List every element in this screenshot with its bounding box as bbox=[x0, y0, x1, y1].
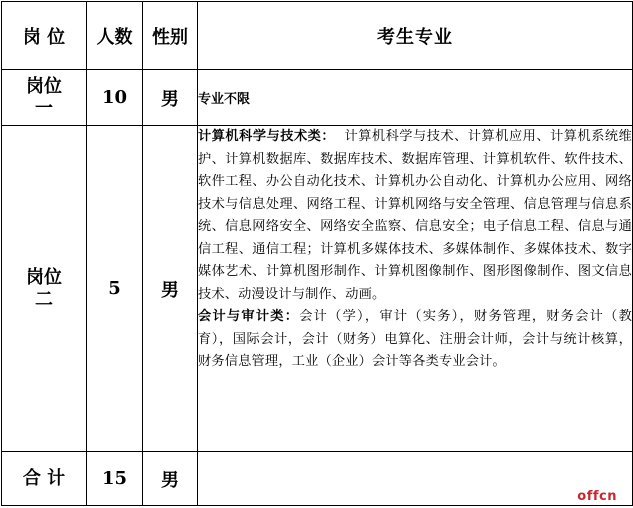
category-title-computer: 计算机科学与技术类： bbox=[198, 129, 336, 144]
header-gender: 性别 bbox=[143, 2, 198, 70]
header-post: 岗 位 bbox=[2, 2, 87, 70]
post-2-cell bbox=[2, 126, 87, 452]
category-text-accounting: 会计（学），审计（实务），财务管理，财务会计（教育），国际会计，会计（财务）电算化、注册会计师，会计与统计核算，财务信息管理，工业（企业）会计等各类专业会计。 bbox=[198, 309, 632, 369]
post-2-gender: 男 bbox=[143, 126, 198, 452]
category-title-accounting: 会计与审计类： bbox=[198, 309, 300, 324]
total-major bbox=[198, 452, 633, 506]
post-1-cell bbox=[2, 70, 87, 126]
post-2-label: 岗位 bbox=[26, 266, 62, 288]
table-row-post-1 bbox=[2, 70, 633, 126]
post-1-number: 一 bbox=[35, 97, 53, 119]
major-category-accounting bbox=[198, 306, 632, 374]
post-1-major: 专业不限 bbox=[198, 70, 633, 126]
post-2-major bbox=[198, 126, 633, 452]
table-row-total bbox=[2, 452, 633, 506]
total-gender: 男 bbox=[143, 452, 198, 506]
major-category-computer bbox=[198, 126, 632, 306]
total-label: 合 计 bbox=[2, 452, 87, 506]
header-row bbox=[2, 2, 633, 70]
post-1-gender: 男 bbox=[143, 70, 198, 126]
category-text-computer: 计算机科学与技术、计算机应用、计算机系统维护、计算机数据库、数据库技术、数据库管理、计算机软件、软件技术、软件工程、办公自动化技术、计算机办公自动化、计算机办公应用、网络技术与信息处理、网络工程、计算机网络与安全管理、信息管理与信息系统、信息网络安全、网络安全监察、信息安全；电子信息工程、信息与通信工程、通信工程；计算机多媒体技术、多媒体制作、多媒体技术、数字媒体艺术、计算机图形制作、计算机图像制作、图形图像制作、图文信息技术、动漫设计与制作、动画。 bbox=[198, 129, 632, 302]
total-count: 15 bbox=[87, 452, 143, 506]
header-count: 人数 bbox=[87, 2, 143, 70]
positions-table bbox=[1, 1, 633, 506]
post-1-count: 10 bbox=[87, 70, 143, 126]
post-2-number: 二 bbox=[35, 288, 53, 310]
header-major: 考生专业 bbox=[198, 2, 633, 70]
offcn-watermark: offcn bbox=[577, 489, 617, 504]
post-2-count: 5 bbox=[87, 126, 143, 452]
post-1-label: 岗位 bbox=[26, 75, 62, 97]
table-row-post-2 bbox=[2, 126, 633, 452]
